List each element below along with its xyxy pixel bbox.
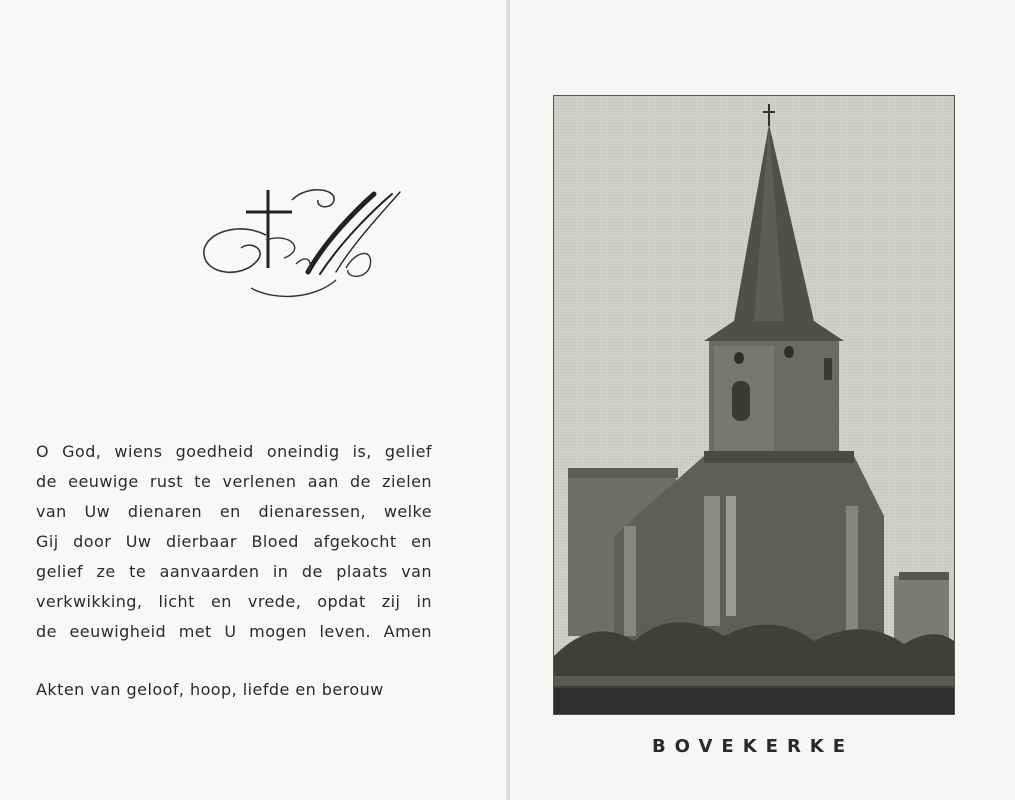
cross-monogram-icon xyxy=(196,180,406,305)
church-caption: BOVEKERKE xyxy=(651,736,855,757)
prayer-line: de eeuwigheid met U mogen leven. Amen xyxy=(36,622,432,641)
prayer-line: gelief ze te aanvaarden in de plaats van xyxy=(36,562,432,581)
prayer-line: de eeuwige rust te verlenen aan de zielen xyxy=(36,472,432,491)
prayer-line: Gij door Uw dierbaar Bloed afgekocht en xyxy=(36,532,432,551)
prayer-line: verkwikking, licht en vrede, opdat zij in xyxy=(36,592,432,611)
church-photo xyxy=(553,95,955,715)
prayer-line: van Uw dienaren en dienaressen, welke xyxy=(36,502,432,521)
acts-line: Akten van geloof, hoop, liefde en berouw xyxy=(36,680,384,699)
prayer-text xyxy=(36,437,432,647)
prayer-line: O God, wiens goedheid oneindig is, gelief xyxy=(36,442,432,461)
